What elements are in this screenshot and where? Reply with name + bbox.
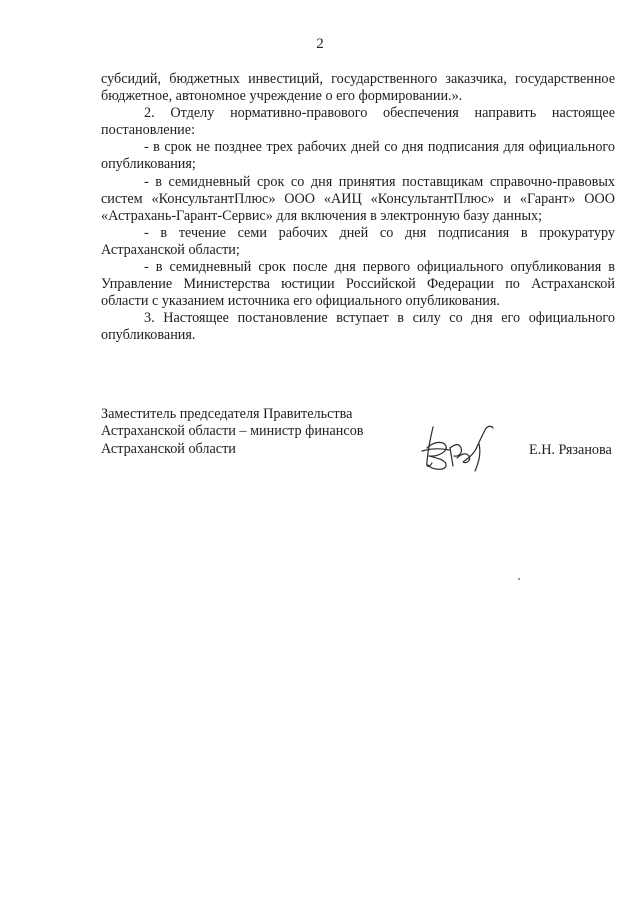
signer-title-line: Астраханской области bbox=[101, 440, 236, 457]
paragraph-item-2: 2. Отделу нормативно-правового обеспечения направить настоящее постановление: bbox=[101, 105, 615, 139]
paragraph-sub-item: - в семидневный срок со дня принятия поставщикам справочно-правовых систем «КонсультантПлюс» ООО «АИЦ «КонсультантПлюс» и «Гарант» ООО «Астрахань-Гарант-Сервис» для включения в электронную базу данных; bbox=[101, 173, 615, 224]
page-number: 2 bbox=[316, 36, 324, 52]
signer-title-line: Заместитель председателя Правительства bbox=[101, 406, 353, 422]
paragraph-sub-item: - в течение семи рабочих дней со дня подписания в прокуратуру Астраханской области; bbox=[101, 224, 615, 258]
paragraph-continuation: субсидий, бюджетных инвестиций, государственного заказчика, государственное бюджетное, автономное учреждение о его формировании.». bbox=[101, 71, 615, 105]
signer-title bbox=[101, 406, 401, 458]
signature-block bbox=[101, 406, 615, 466]
signer-name: Е.Н. Рязанова bbox=[529, 442, 612, 458]
paragraph-item-3: 3. Настоящее постановление вступает в силу со дня его официального опубликования. bbox=[101, 310, 615, 344]
scan-artifact bbox=[518, 578, 520, 580]
signer-title-line: Астраханской области – министр финансов bbox=[101, 423, 364, 440]
paragraph-sub-item: - в срок не позднее трех рабочих дней со дня подписания для официального опубликования; bbox=[101, 139, 615, 173]
handwritten-signature bbox=[419, 418, 501, 474]
paragraph-sub-item: - в семидневный срок после дня первого официального опубликования в Управление Министерства юстиции Российской Федерации по Астраханской области с указанием источника его официального опубликования. bbox=[101, 259, 615, 310]
document-body bbox=[101, 71, 615, 345]
